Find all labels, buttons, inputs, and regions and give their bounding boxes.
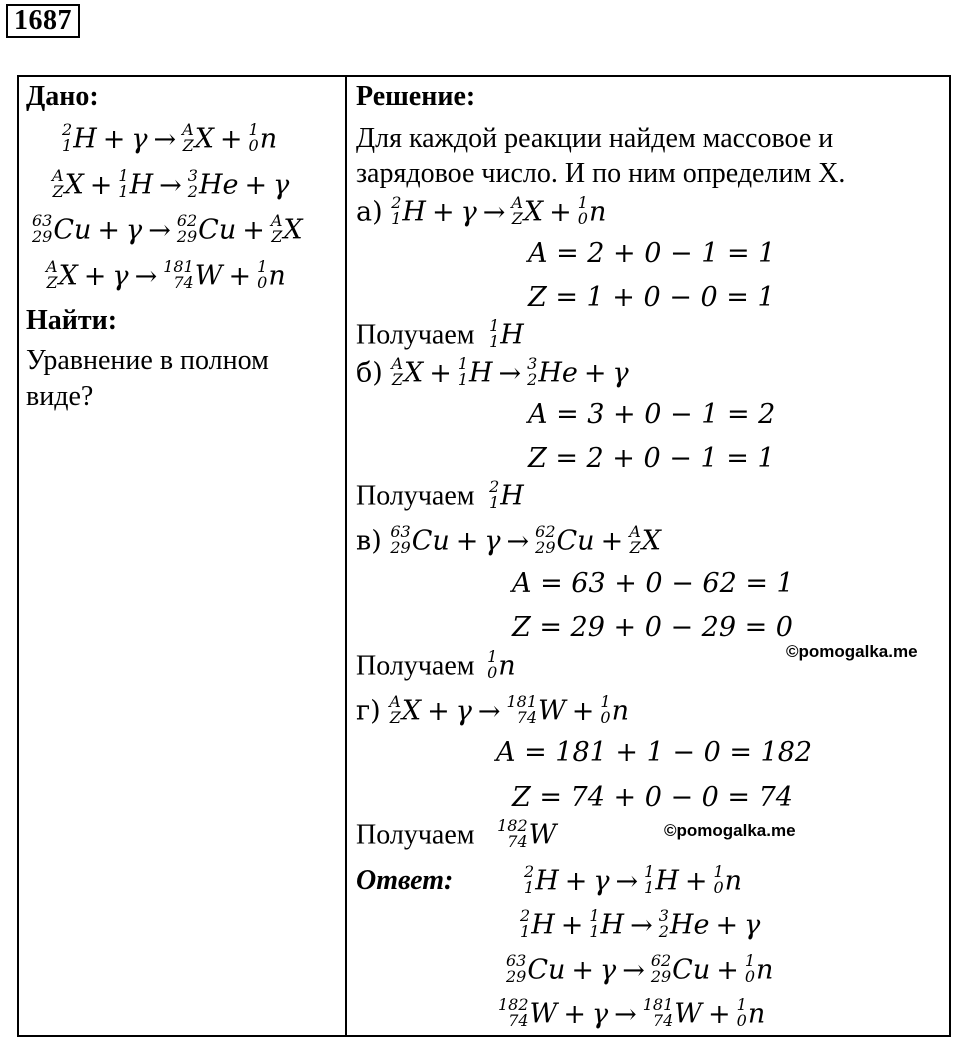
part-d-result: Получаем 182 74 W: [356, 816, 557, 851]
nuclide: 1 0 n: [248, 120, 278, 155]
plus-symbol: +: [244, 169, 268, 201]
nuclide: 1 1 H: [457, 354, 493, 389]
plus-symbol: +: [684, 865, 708, 897]
nuclide: 182 74 W: [498, 995, 558, 1030]
plus-symbol: +: [455, 525, 479, 557]
plus-symbol: +: [583, 357, 607, 389]
nuclide: γ: [460, 196, 477, 228]
arrow-symbol: →: [153, 123, 177, 155]
nuclide: 1 1 H: [589, 906, 625, 941]
part-b-mass-equation: A = 3 + 0 − 1 = 2: [528, 399, 776, 430]
solution-header: Решение:: [356, 81, 476, 112]
nuclide: γ: [591, 998, 609, 1030]
nuclide: 1 0 n: [600, 692, 629, 727]
nuclide: 3 2 He: [658, 906, 710, 941]
part-d-reaction: [356, 692, 629, 728]
arrow-symbol: →: [482, 196, 506, 228]
find-header: Найти:: [26, 305, 118, 336]
part-b-reaction: [356, 354, 629, 390]
nuclide: γ: [455, 695, 472, 727]
plus-symbol: +: [242, 214, 265, 246]
nuclide: 3 2 He: [187, 166, 239, 201]
nuclide: 1 1 H: [644, 862, 679, 897]
answer-reaction-2: [520, 906, 761, 942]
plus-symbol: +: [97, 214, 121, 246]
answer-reaction-4: [498, 995, 766, 1031]
plus-symbol: +: [219, 123, 243, 155]
plus-symbol: +: [563, 998, 586, 1030]
nuclide: 2 1 H: [524, 862, 559, 897]
nuclide: A Z X: [270, 211, 303, 246]
part-a-result: Получаем 1 1 H: [356, 316, 524, 351]
nuclide: γ: [126, 214, 143, 246]
answer-label: Ответ:: [356, 865, 454, 896]
nuclide: 63 29 Cu: [390, 522, 450, 557]
problem-number: 1687: [6, 4, 80, 38]
nuclide: 2 1 H: [520, 906, 555, 941]
nuclide: 62 29 Cu: [176, 211, 237, 246]
arrow-symbol: →: [159, 169, 182, 201]
given-reaction-1: [62, 120, 278, 156]
nuclide: 1 1 H: [489, 316, 524, 351]
given-reaction-3: [32, 211, 303, 247]
plus-symbol: +: [427, 695, 450, 727]
given-reaction-2: [52, 166, 290, 202]
nuclide: 62 29 Cu: [535, 522, 595, 557]
nuclide: A Z X: [389, 692, 422, 727]
nuclide: 1 0 n: [487, 647, 516, 682]
arrow-symbol: →: [134, 260, 158, 292]
nuclide: γ: [612, 357, 629, 389]
nuclide: 2 1 H: [489, 477, 524, 512]
plus-symbol: +: [89, 169, 113, 201]
nuclide: 2 1 H: [391, 193, 426, 228]
plus-symbol: +: [571, 695, 595, 727]
part-c-mass-equation: A = 63 + 0 − 62 = 1: [512, 568, 794, 599]
plus-symbol: +: [549, 196, 572, 228]
solution-intro-1: Для каждой реакции найдем массовое и: [356, 123, 834, 154]
nuclide: 181 74 W: [642, 995, 703, 1030]
nuclide: A Z X: [511, 193, 544, 228]
nuclide: 63 29 Cu: [32, 211, 92, 246]
arrow-symbol: →: [630, 909, 653, 941]
part-a-charge-equation: Z = 1 + 0 − 0 = 1: [528, 282, 775, 313]
nuclide: γ: [273, 169, 290, 201]
part-c-charge-equation: Z = 29 + 0 − 29 = 0: [512, 612, 793, 643]
plus-symbol: +: [708, 998, 731, 1030]
arrow-symbol: →: [148, 214, 171, 246]
part-d-label: г): [356, 695, 381, 727]
nuclide: 1 0 n: [577, 193, 607, 228]
plus-symbol: +: [560, 909, 584, 941]
nuclide: 1 0 n: [713, 862, 743, 897]
nuclide: 1 0 n: [257, 257, 286, 292]
find-line-2: виде?: [26, 381, 94, 412]
part-b-label: б): [356, 357, 383, 389]
nuclide: A Z X: [46, 257, 78, 292]
part-a-reaction: [356, 193, 607, 229]
solution-intro-2: зарядовое число. И по ним определим X.: [356, 158, 846, 189]
given-reaction-4: [46, 257, 286, 293]
part-c-reaction: [356, 522, 661, 558]
part-b-result: Получаем 2 1 H: [356, 477, 524, 512]
plus-symbol: +: [228, 260, 252, 292]
arrow-symbol: →: [506, 525, 530, 557]
part-b-charge-equation: Z = 2 + 0 − 1 = 1: [528, 443, 775, 474]
nuclide: 2 1 H: [62, 120, 97, 155]
plus-symbol: +: [564, 865, 588, 897]
plus-symbol: +: [716, 954, 739, 986]
find-line-1: Уравнение в полном: [26, 345, 269, 376]
part-d-charge-equation: Z = 74 + 0 − 0 = 74: [512, 782, 793, 813]
plus-symbol: +: [429, 357, 452, 389]
watermark-2: ©pomogalka.me: [664, 821, 796, 840]
nuclide: γ: [131, 123, 148, 155]
arrow-symbol: →: [622, 954, 645, 986]
nuclide: 181 74 W: [163, 257, 223, 292]
plus-symbol: +: [715, 909, 739, 941]
given-header: Дано:: [26, 81, 99, 112]
nuclide: γ: [744, 909, 761, 941]
plus-symbol: +: [83, 260, 107, 292]
answer-reaction-3: [506, 951, 774, 987]
part-a-mass-equation: A = 2 + 0 − 1 = 1: [528, 238, 776, 269]
plus-symbol: +: [102, 123, 126, 155]
nuclide: 182 74 W: [497, 816, 557, 851]
part-a-label: а): [356, 196, 383, 228]
nuclide: A Z X: [391, 354, 424, 389]
plus-symbol: +: [571, 954, 595, 986]
arrow-symbol: →: [614, 998, 637, 1030]
plus-symbol: +: [431, 196, 455, 228]
nuclide: A Z X: [52, 166, 84, 201]
part-c-label: в): [356, 525, 382, 557]
nuclide: γ: [593, 865, 610, 897]
part-c-result: Получаем 1 0 n: [356, 647, 516, 682]
nuclide: 1 0 n: [744, 951, 774, 986]
nuclide: A Z X: [629, 522, 661, 557]
nuclide: γ: [484, 525, 501, 557]
nuclide: γ: [600, 954, 617, 986]
nuclide: 1 0 n: [736, 995, 766, 1030]
nuclide: 3 2 He: [527, 354, 578, 389]
part-d-mass-equation: A = 181 + 1 − 0 = 182: [496, 737, 813, 768]
nuclide: 63 29 Cu: [506, 951, 566, 986]
arrow-symbol: →: [615, 865, 639, 897]
nuclide: A Z X: [182, 120, 214, 155]
answer-reaction-1: [524, 862, 743, 898]
watermark-1: ©pomogalka.me: [786, 642, 918, 661]
arrow-symbol: →: [477, 695, 501, 727]
column-divider: [345, 75, 347, 1037]
nuclide: 62 29 Cu: [650, 951, 711, 986]
nuclide: 1 1 H: [118, 166, 154, 201]
arrow-symbol: →: [498, 357, 522, 389]
plus-symbol: +: [600, 525, 624, 557]
nuclide: 181 74 W: [506, 692, 566, 727]
nuclide: γ: [112, 260, 129, 292]
